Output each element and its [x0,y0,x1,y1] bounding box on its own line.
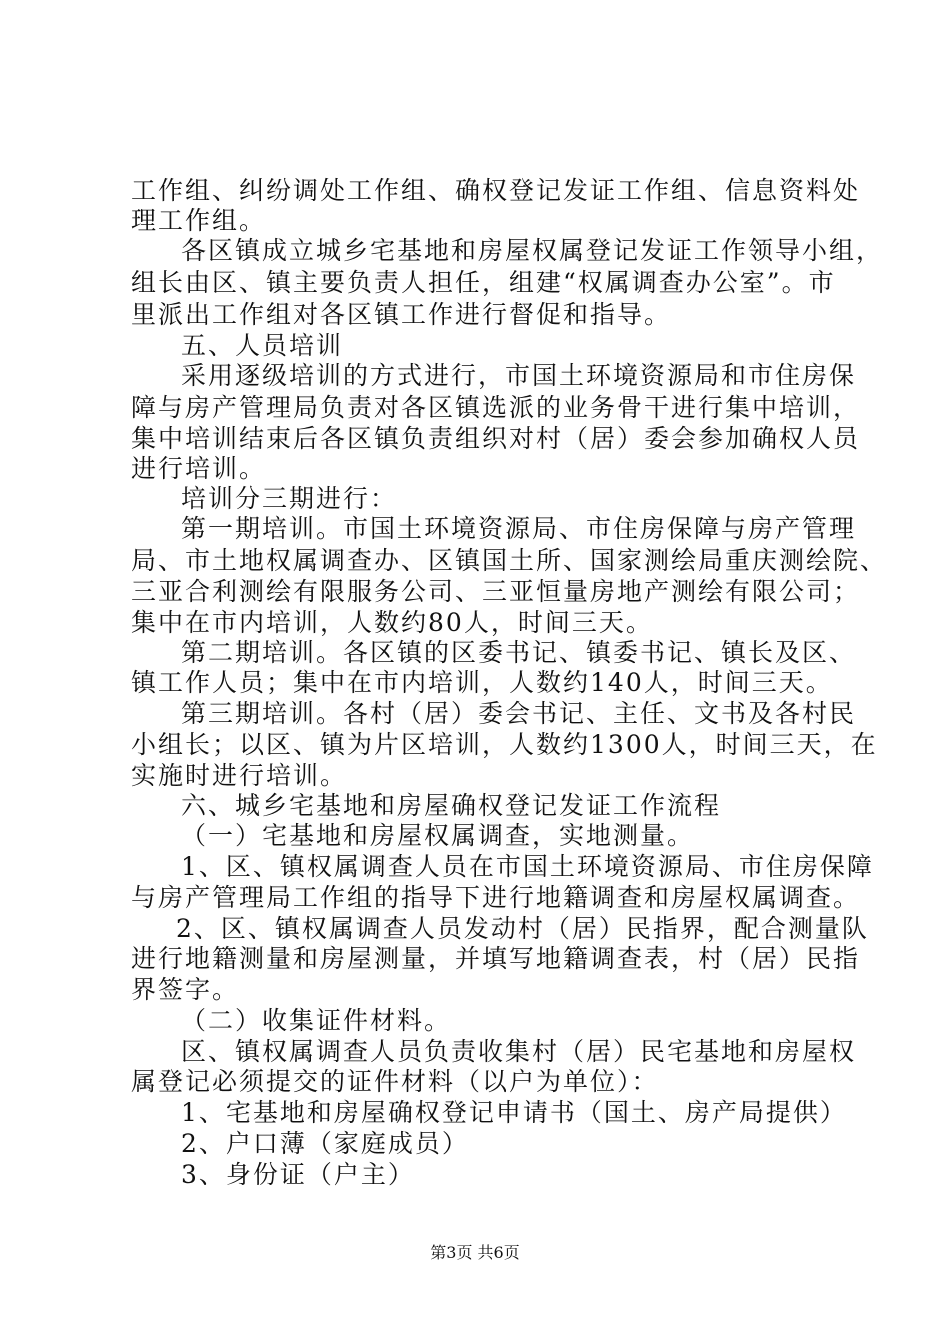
list-item: 1、宅基地和房屋确权登记申请书（国土、房产局提供） [181,1098,847,1127]
text-line: 工作组、纠纷调处工作组、确权登记发证工作组、信息资料处 [131,176,861,205]
list-item: 2、户口薄（家庭成员） [181,1129,469,1158]
subsection-heading: （一）宅基地和房屋权属调查，实地测量。 [181,821,695,850]
section-heading: 六、城乡宅基地和房屋确权登记发证工作流程 [181,791,722,820]
text-line: 进行培训。 [131,454,267,483]
text-line: 理工作组。 [131,206,267,235]
text-line: 障与房产管理局负责对各区镇选派的业务骨干进行集中培训， [131,393,861,422]
text-line: 第三期培训。各村（居）委会书记、主任、文书及各村民 [181,699,857,728]
text-line: 与房产管理局工作组的指导下进行地籍调查和房屋权属调查。 [131,883,861,912]
text-line: 镇工作人员；集中在市内培训，人数约140人，时间三天。 [131,668,833,697]
text-line: 界签字。 [131,975,240,1004]
text-line: 集中在市内培训，人数约80人，时间三天。 [131,608,653,637]
section-heading: 五、人员培训 [181,331,344,360]
text-line: 2、区、镇权属调查人员发动村（居）民指界，配合测量队 [176,914,869,943]
text-line: 第二期培训。各区镇的区委书记、镇委书记、镇长及区、 [181,638,857,667]
text-line: 采用逐级培训的方式进行，市国土环境资源局和市住房保 [181,361,857,390]
text-line: 属登记必须提交的证件材料（以户为单位）： [131,1067,659,1096]
text-line: 1、区、镇权属调查人员在市国土环境资源局、市住房保障 [181,852,874,881]
text-line: 区、镇权属调查人员负责收集村（居）民宅基地和房屋权 [181,1037,857,1066]
text-line: 培训分三期进行： [181,484,398,513]
text-line: 实施时进行培训。 [131,761,348,790]
text-line: 里派出工作组对各区镇工作进行督促和指导。 [131,300,672,329]
page-footer: 第3页 共6页 [430,1243,520,1262]
text-line: 进行地籍测量和房屋测量，并填写地籍调查表，村（居）民指 [131,944,861,973]
subsection-heading: （二）收集证件材料。 [181,1006,452,1035]
text-line: 三亚合利测绘有限服务公司、三亚恒量房地产测绘有限公司； [131,577,861,606]
text-line: 各区镇成立城乡宅基地和房屋权属登记发证工作领导小组， [181,236,884,265]
text-line: 集中培训结束后各区镇负责组织对村（居）委会参加确权人员 [131,424,861,453]
text-line: 小组长；以区、镇为片区培训，人数约1300人，时间三天，在 [131,730,878,759]
list-item: 3、身份证（户主） [181,1160,415,1189]
text-line: 组长由区、镇主要负责人担任，组建“权属调查办公室”。市 [131,268,836,297]
text-line: 局、市土地权属调查办、区镇国土所、国家测绘局重庆测绘院、 [131,546,888,575]
text-line: 第一期培训。市国土环境资源局、市住房保障与房产管理 [181,514,857,543]
